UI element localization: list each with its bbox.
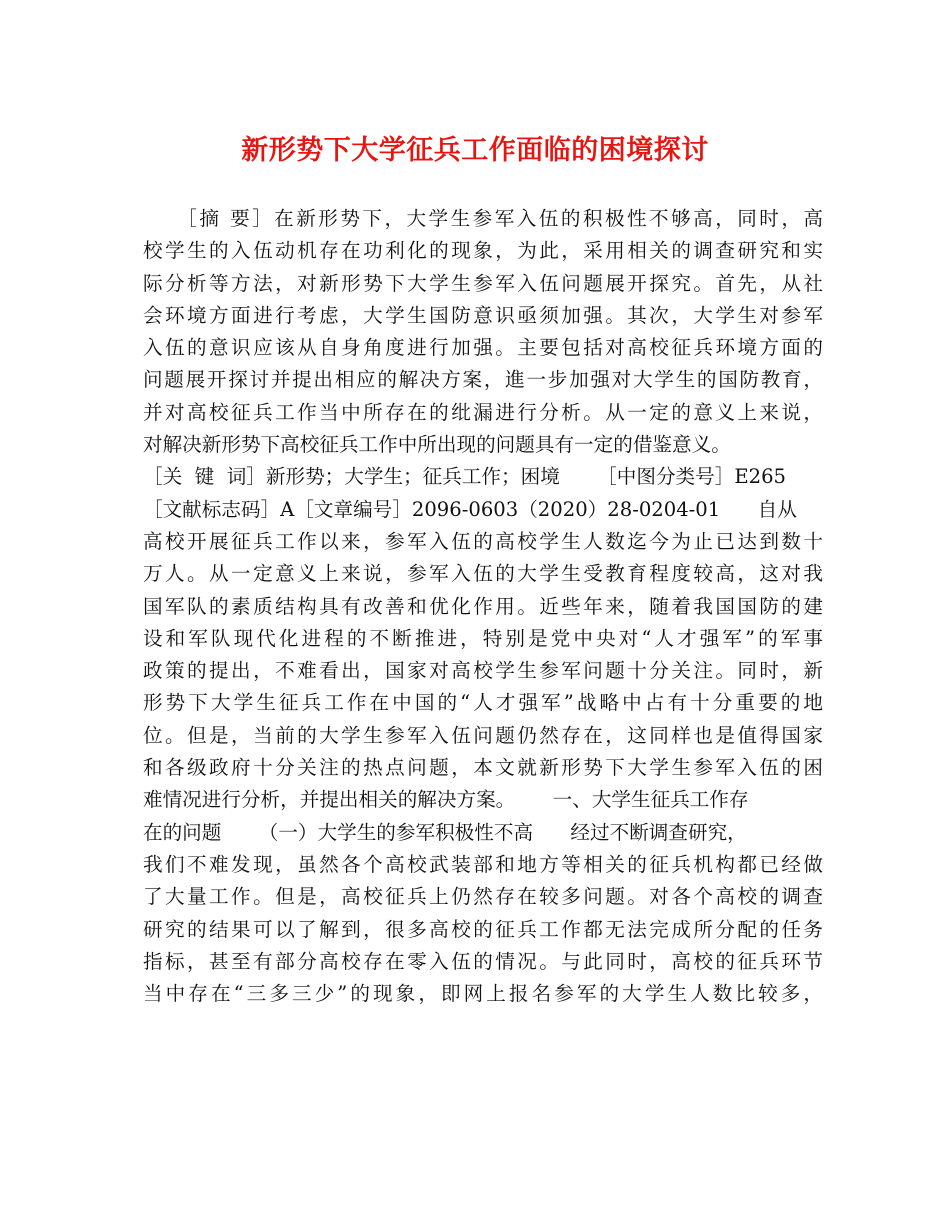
body-line: ［文献标志码］A［文章编号］2096-0603（2020）28-0204-01 自从 <box>143 497 797 521</box>
body-line: 位。但是，当前的大学生参军入伍问题仍然存在，这同样也是值得国家 <box>143 723 823 747</box>
body-line: 在的问题 （一）大学生的参军积极性不高 经过不断调查研究， <box>143 820 747 844</box>
body-line: 万人。从一定意义上来说，参军入伍的大学生受教育程度较高，这对我 <box>143 562 823 586</box>
body-line: 际分析等方法，对新形势下大学生参军入伍问题展开探究。首先，从社 <box>143 271 823 295</box>
body-line: 校学生的入伍动机存在功利化的现象，为此，采用相关的调查研究和实 <box>143 239 823 263</box>
body-line: 问题展开探讨并提出相应的解决方案，進一步加强对大学生的国防教育， <box>143 368 823 392</box>
body-line: 和各级政府十分关注的热点问题，本文就新形势下大学生参军入伍的困 <box>143 756 823 780</box>
body-line: 指标，甚至有部分高校存在零入伍的情况。与此同时，高校的征兵环节 <box>143 949 823 973</box>
body-line: 高校开展征兵工作以来，参军入伍的高校学生人数迄今为止已达到数十 <box>143 529 823 553</box>
body-line: 形势下大学生征兵工作在中国的“人才强军”战略中占有十分重要的地 <box>143 691 823 715</box>
document-body <box>143 203 823 1010</box>
body-line: ［关 键 词］新形势；大学生；征兵工作；困境 ［中图分类号］E265 <box>143 465 787 489</box>
body-line: 我们不难发现，虽然各个高校武装部和地方等相关的征兵机构都已经做 <box>143 852 823 876</box>
body-line: 研究的结果可以了解到，很多高校的征兵工作都无法完成所分配的任务 <box>143 917 823 941</box>
body-line: 并对高校征兵工作当中所存在的纰漏进行分析。从一定的意义上来说， <box>143 400 823 424</box>
body-line: 会环境方面进行考虑，大学生国防意识亟须加强。其次，大学生对参军 <box>143 303 823 327</box>
body-line: 了大量工作。但是，高校征兵上仍然存在较多问题。对各个高校的调查 <box>143 885 823 909</box>
body-line: 政策的提出，不难看出，国家对高校学生参军问题十分关注。同时，新 <box>143 659 823 683</box>
body-line: 国军队的素质结构具有改善和优化作用。近些年来，随着我国国防的建 <box>143 594 823 618</box>
body-line: 设和军队现代化进程的不断推进，特别是党中央对“人才强军”的军事 <box>143 626 823 650</box>
document-title: 新形势下大学征兵工作面临的困境探讨 <box>241 135 709 166</box>
body-line: 入伍的意识应该从自身角度进行加强。主要包括对高校征兵环境方面的 <box>143 336 823 360</box>
body-line: 难情况进行分析，并提出相关的解决方案。 一、大学生征兵工作存 <box>143 788 749 812</box>
body-line: 当中存在“三多三少”的现象，即网上报名参军的大学生人数比较多， <box>143 982 823 1006</box>
body-line: 对解决新形势下高校征兵工作中所出现的问题具有一定的借鉴意义。 <box>143 433 731 457</box>
body-line: ［摘 要］在新形势下，大学生参军入伍的积极性不够高，同时，高 <box>143 207 823 230</box>
